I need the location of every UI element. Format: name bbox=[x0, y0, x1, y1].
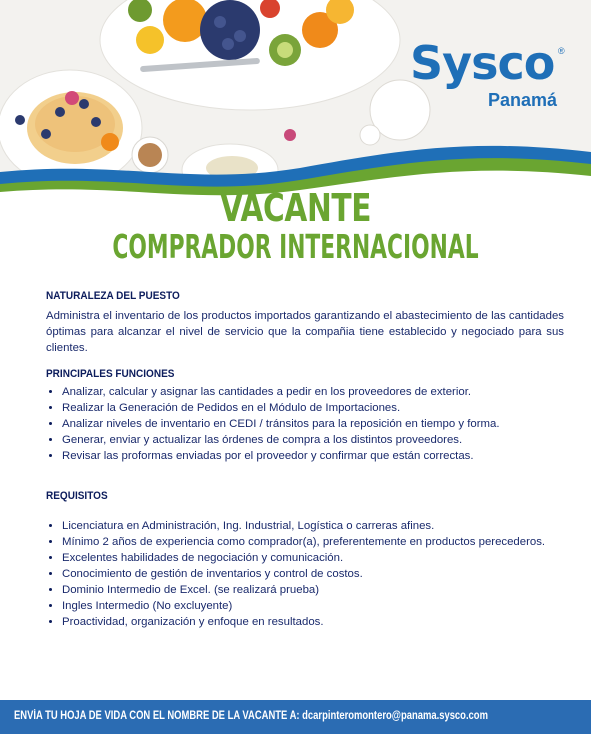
heading-naturaleza: NATURALEZA DEL PUESTO bbox=[46, 290, 180, 302]
list-item: • Excelentes habilidades de negociación y comunicación. bbox=[62, 550, 564, 566]
logo-registered-mark: ® bbox=[558, 46, 565, 56]
list-item: • Dominio Intermedio de Excel. (se realizará prueba) bbox=[62, 582, 564, 598]
apply-instructions: ENVÍA TU HOJA DE VIDA CON EL NOMBRE DE LA VACANTE A: dcarpinteromontero@panama.sysco.com bbox=[14, 710, 488, 722]
job-description bbox=[46, 288, 564, 630]
list-item: • Analizar, calcular y asignar las cantidades a pedir en los proveedores de exterior. bbox=[62, 384, 564, 400]
list-item: • Generar, enviar y actualizar las órdenes de compra a los distintos proveedores. bbox=[62, 432, 564, 448]
list-item: • Ingles Intermedio (No excluyente) bbox=[62, 598, 564, 614]
list-item: • Revisar las proformas enviadas por el proveedor y confirmar que están correctas. bbox=[62, 448, 564, 464]
funciones-list bbox=[46, 384, 564, 464]
title-position: COMPRADOR INTERNACIONAL bbox=[112, 227, 479, 266]
title-vacante: VACANTE bbox=[219, 186, 372, 230]
list-item: • Licenciatura en Administración, Ing. Industrial, Logística o carreras afines. bbox=[62, 518, 564, 534]
logo-brand-name: Sysco bbox=[410, 36, 555, 90]
bottom-margin bbox=[0, 734, 591, 755]
list-item: • Realizar la Generación de Pedidos en el Módulo de Importaciones. bbox=[62, 400, 564, 416]
requisitos-list bbox=[46, 518, 564, 630]
apply-footer-banner bbox=[0, 700, 591, 734]
list-item: • Mínimo 2 años de experiencia como comprador(a), preferentemente en productos perecederos. bbox=[62, 534, 564, 550]
logo-region: Panamá bbox=[488, 90, 558, 110]
list-item: • Proactividad, organización y enfoque en resultados. bbox=[62, 614, 564, 630]
list-item: • Conocimiento de gestión de inventarios y control de costos. bbox=[62, 566, 564, 582]
heading-requisitos: REQUISITOS bbox=[46, 490, 108, 502]
heading-funciones: PRINCIPALES FUNCIONES bbox=[46, 368, 175, 380]
list-item: • Analizar niveles de inventario en CEDI / tránsitos para la reposición en tiempo y forma. bbox=[62, 416, 564, 432]
sysco-logo bbox=[410, 36, 570, 120]
naturaleza-text: Administra el inventario de los productos importados garantizando el abastecimiento de las cantidades óptimas para alcanzar el nivel de servicio que la compañia tiene establecido y negociado para sus clientes. bbox=[46, 310, 564, 354]
